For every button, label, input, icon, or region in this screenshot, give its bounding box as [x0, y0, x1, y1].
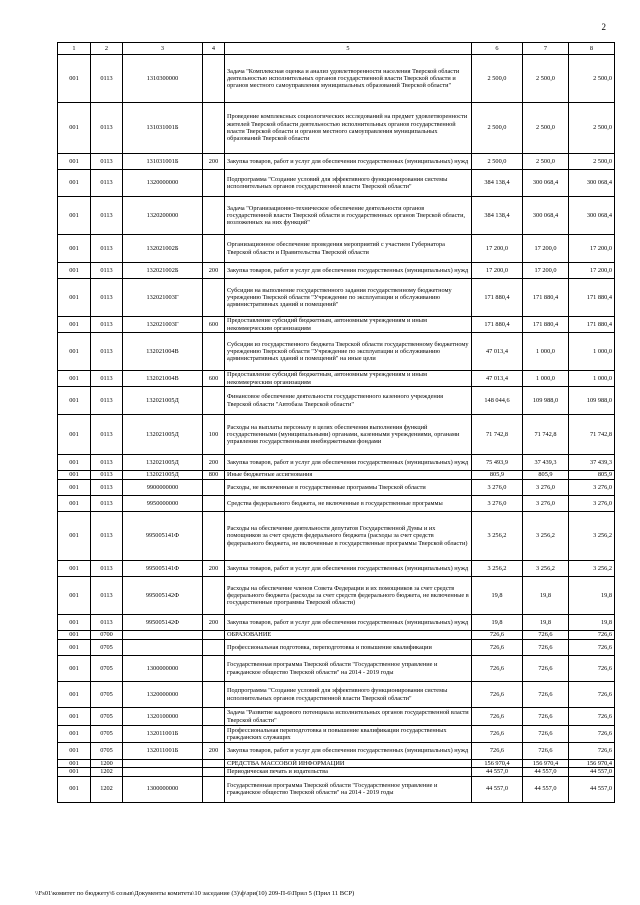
- amount-col6-cell: 726,6: [472, 631, 523, 640]
- amount-col8-cell: 2 500,0: [569, 55, 615, 103]
- target-article-code-cell: 995005142Ф: [123, 615, 203, 631]
- expense-type-code-cell: [203, 726, 225, 743]
- expense-type-code-cell: 200: [203, 615, 225, 631]
- amount-col6-cell: 171 880,4: [472, 279, 523, 317]
- table-row: [58, 170, 615, 197]
- amount-col6-cell: 44 557,0: [472, 768, 523, 776]
- expense-type-code-cell: [203, 480, 225, 496]
- amount-col6-cell: 726,6: [472, 656, 523, 682]
- ministry-code-cell: 001: [58, 317, 91, 333]
- description-cell: Периодическая печать и издательства: [225, 768, 472, 776]
- section-code-cell: 0113: [91, 455, 123, 471]
- amount-col8-cell: 300 068,4: [569, 197, 615, 235]
- target-article-code-cell: 132021004В: [123, 371, 203, 387]
- table-row: [58, 776, 615, 802]
- section-code-cell: 0113: [91, 317, 123, 333]
- amount-col6-cell: 44 557,0: [472, 776, 523, 802]
- table-row: [58, 279, 615, 317]
- expense-type-code-cell: 800: [203, 471, 225, 480]
- target-article-code-cell: 1320000000: [123, 682, 203, 708]
- target-article-code-cell: 1310300000: [123, 55, 203, 103]
- amount-col8-cell: 44 557,0: [569, 768, 615, 776]
- target-article-code-cell: 132021003Г: [123, 279, 203, 317]
- amount-col8-cell: 156 970,4: [569, 760, 615, 768]
- expense-type-code-cell: [203, 103, 225, 154]
- description-cell: Субсидия из государственного бюджета Тверской области государственному бюджетному учреждению Тверской области "Учреждение по эксплуатации и обслуживанию административных зданий и помещений" на иные цели: [225, 333, 472, 371]
- description-cell: Предоставление субсидий бюджетным, автономным учреждениям и иным некоммерческим организациям: [225, 371, 472, 387]
- target-article-code-cell: 1300000000: [123, 776, 203, 802]
- section-code-cell: 0113: [91, 197, 123, 235]
- description-cell: Подпрограмма "Создание условий для эффективного функционирования системы исполнительных органов государственной власти Тверской области": [225, 682, 472, 708]
- ministry-code-cell: 001: [58, 471, 91, 480]
- section-code-cell: 0705: [91, 708, 123, 726]
- amount-col7-cell: 2 500,0: [523, 154, 569, 170]
- amount-col7-cell: 3 276,0: [523, 480, 569, 496]
- expense-type-code-cell: 200: [203, 154, 225, 170]
- expense-type-code-cell: [203, 768, 225, 776]
- table-row: [58, 577, 615, 615]
- ministry-code-cell: 001: [58, 631, 91, 640]
- amount-col8-cell: 44 557,0: [569, 776, 615, 802]
- header-cell: 5: [225, 43, 472, 55]
- section-code-cell: 0113: [91, 577, 123, 615]
- table-row: [58, 480, 615, 496]
- table-row: [58, 103, 615, 154]
- ministry-code-cell: 001: [58, 415, 91, 455]
- section-code-cell: 0113: [91, 263, 123, 279]
- amount-col8-cell: 109 988,0: [569, 387, 615, 415]
- target-article-code-cell: [123, 760, 203, 768]
- amount-col8-cell: 17 200,0: [569, 263, 615, 279]
- amount-col6-cell: 17 200,0: [472, 235, 523, 263]
- expense-type-code-cell: [203, 170, 225, 197]
- amount-col6-cell: 3 276,0: [472, 480, 523, 496]
- ministry-code-cell: 001: [58, 708, 91, 726]
- amount-col7-cell: 300 068,4: [523, 170, 569, 197]
- amount-col7-cell: 726,6: [523, 640, 569, 656]
- table-row: [58, 235, 615, 263]
- amount-col6-cell: 47 013,4: [472, 371, 523, 387]
- description-cell: Проведение комплексных социологических исследований на предмет удовлетворенности жителей Тверской области деятельностью исполнительных органов государственной власти Тверской области и органов местного самоуправления муниципальных образований Тверской области: [225, 103, 472, 154]
- amount-col8-cell: 1 000,0: [569, 333, 615, 371]
- ministry-code-cell: 001: [58, 743, 91, 760]
- header-cell: 8: [569, 43, 615, 55]
- page-number: 2: [601, 22, 606, 32]
- description-cell: Закупка товаров, работ и услуг для обеспечения государственных (муниципальных) нужд: [225, 455, 472, 471]
- amount-col7-cell: 3 276,0: [523, 496, 569, 512]
- expense-type-code-cell: [203, 631, 225, 640]
- expense-type-code-cell: 200: [203, 743, 225, 760]
- amount-col6-cell: 726,6: [472, 743, 523, 760]
- header-cell: 6: [472, 43, 523, 55]
- ministry-code-cell: 001: [58, 776, 91, 802]
- amount-col6-cell: 384 138,4: [472, 197, 523, 235]
- target-article-code-cell: 9950000000: [123, 496, 203, 512]
- expense-type-code-cell: [203, 235, 225, 263]
- amount-col7-cell: 19,8: [523, 615, 569, 631]
- target-article-code-cell: 132021005Д: [123, 387, 203, 415]
- description-cell: Задача "Комплексная оценка и анализ удовлетворенности населения Тверской области деятельностью исполнительных органов государственной власти Тверской области и органов местного самоуправления муниципальных образований Тверской области": [225, 55, 472, 103]
- expense-type-code-cell: [203, 640, 225, 656]
- target-article-code-cell: [123, 768, 203, 776]
- description-cell: Субсидия на выполнение государственного задания государственному бюджетному учреждению Тверской области "Учреждение по эксплуатации и обслуживанию административных зданий и помещений": [225, 279, 472, 317]
- amount-col6-cell: 3 276,0: [472, 496, 523, 512]
- ministry-code-cell: 001: [58, 768, 91, 776]
- amount-col7-cell: 805,9: [523, 471, 569, 480]
- amount-col7-cell: 2 500,0: [523, 55, 569, 103]
- section-code-cell: 0113: [91, 561, 123, 577]
- amount-col8-cell: 726,6: [569, 640, 615, 656]
- target-article-code-cell: 132011001Б: [123, 743, 203, 760]
- description-cell: Расходы на обеспечение членов Совета Федерации и их помощников за счет средств федерального бюджета (расходы за счет средств федерального бюджета, не включенные в государственные программы Тверской области): [225, 577, 472, 615]
- section-code-cell: 0113: [91, 170, 123, 197]
- amount-col7-cell: 726,6: [523, 743, 569, 760]
- description-cell: Государственная программа Тверской области "Государственное управление и гражданское общество Тверской области" на 2014 - 2019 годы: [225, 656, 472, 682]
- ministry-code-cell: 001: [58, 760, 91, 768]
- description-cell: СРЕДСТВА МАССОВОЙ ИНФОРМАЦИИ: [225, 760, 472, 768]
- description-cell: ОБРАЗОВАНИЕ: [225, 631, 472, 640]
- ministry-code-cell: 001: [58, 55, 91, 103]
- description-cell: Государственная программа Тверской области "Государственное управление и гражданское общество Тверской области" на 2014 - 2019 годы: [225, 776, 472, 802]
- expense-type-code-cell: 100: [203, 415, 225, 455]
- amount-col8-cell: 3 256,2: [569, 512, 615, 561]
- section-code-cell: 0113: [91, 415, 123, 455]
- description-cell: Закупка товаров, работ и услуг для обеспечения государственных (муниципальных) нужд: [225, 154, 472, 170]
- target-article-code-cell: 132021005Д: [123, 415, 203, 455]
- description-cell: Закупка товаров, работ и услуг для обеспечения государственных (муниципальных) нужд: [225, 561, 472, 577]
- section-code-cell: 0113: [91, 615, 123, 631]
- description-cell: Задача "Развитие кадрового потенциала исполнительных органов государственной власти Тверской области": [225, 708, 472, 726]
- amount-col7-cell: 109 988,0: [523, 387, 569, 415]
- amount-col7-cell: 3 256,2: [523, 561, 569, 577]
- description-cell: Закупка товаров, работ и услуг для обеспечения государственных (муниципальных) нужд: [225, 263, 472, 279]
- ministry-code-cell: 001: [58, 154, 91, 170]
- table-row: [58, 387, 615, 415]
- amount-col8-cell: 171 880,4: [569, 279, 615, 317]
- target-article-code-cell: 995005142Ф: [123, 577, 203, 615]
- expense-type-code-cell: [203, 496, 225, 512]
- budget-table: [57, 42, 615, 803]
- ministry-code-cell: 001: [58, 726, 91, 743]
- section-code-cell: 0113: [91, 154, 123, 170]
- amount-col6-cell: 726,6: [472, 682, 523, 708]
- amount-col6-cell: 726,6: [472, 640, 523, 656]
- description-cell: Расходы, не включенные в государственные программы Тверской области: [225, 480, 472, 496]
- amount-col6-cell: 726,6: [472, 708, 523, 726]
- amount-col8-cell: 2 500,0: [569, 103, 615, 154]
- ministry-code-cell: 001: [58, 640, 91, 656]
- header-cell: 3: [123, 43, 203, 55]
- amount-col6-cell: 75 493,9: [472, 455, 523, 471]
- expense-type-code-cell: [203, 333, 225, 371]
- amount-col7-cell: 726,6: [523, 656, 569, 682]
- amount-col7-cell: 44 557,0: [523, 768, 569, 776]
- amount-col6-cell: 384 138,4: [472, 170, 523, 197]
- ministry-code-cell: 001: [58, 512, 91, 561]
- table-row: [58, 471, 615, 480]
- description-cell: Финансовое обеспечение деятельности государственного казенного учреждения Тверской области "Автобаза Тверской области": [225, 387, 472, 415]
- section-code-cell: 0700: [91, 631, 123, 640]
- description-cell: Профессиональная переподготовка и повышение квалификации государственных гражданских служащих: [225, 726, 472, 743]
- description-cell: Закупка товаров, работ и услуг для обеспечения государственных (муниципальных) нужд: [225, 743, 472, 760]
- ministry-code-cell: 001: [58, 333, 91, 371]
- table-row: [58, 371, 615, 387]
- amount-col6-cell: 3 256,2: [472, 512, 523, 561]
- amount-col7-cell: 44 557,0: [523, 776, 569, 802]
- amount-col7-cell: 17 200,0: [523, 263, 569, 279]
- ministry-code-cell: 001: [58, 197, 91, 235]
- amount-col7-cell: 171 880,4: [523, 279, 569, 317]
- table-row: [58, 726, 615, 743]
- amount-col8-cell: 1 000,0: [569, 371, 615, 387]
- table-row: [58, 615, 615, 631]
- table-row: [58, 317, 615, 333]
- ministry-code-cell: 001: [58, 279, 91, 317]
- amount-col7-cell: 37 439,3: [523, 455, 569, 471]
- ministry-code-cell: 001: [58, 577, 91, 615]
- target-article-code-cell: 132021004В: [123, 333, 203, 371]
- section-code-cell: 0705: [91, 726, 123, 743]
- description-cell: Расходы на выплаты персоналу в целях обеспечения выполнения функций государственными (муниципальными) органами, казенными учреждениями, органами управления государственными внебюджетными фондами: [225, 415, 472, 455]
- table-row: [58, 154, 615, 170]
- section-code-cell: 0113: [91, 279, 123, 317]
- target-article-code-cell: 1320200000: [123, 197, 203, 235]
- section-code-cell: 0705: [91, 656, 123, 682]
- expense-type-code-cell: [203, 656, 225, 682]
- header-cell: 7: [523, 43, 569, 55]
- description-cell: Подпрограмма "Создание условий для эффективного функционирования системы исполнительных органов государственной власти Тверской области": [225, 170, 472, 197]
- ministry-code-cell: 001: [58, 455, 91, 471]
- section-code-cell: 0705: [91, 640, 123, 656]
- section-code-cell: 1202: [91, 776, 123, 802]
- section-code-cell: 0113: [91, 512, 123, 561]
- table-row: [58, 415, 615, 455]
- description-cell: Организационное обеспечение проведения мероприятий с участием Губернатора Тверской области и Правительства Тверской области: [225, 235, 472, 263]
- section-code-cell: 0113: [91, 496, 123, 512]
- amount-col7-cell: 2 500,0: [523, 103, 569, 154]
- amount-col6-cell: 47 013,4: [472, 333, 523, 371]
- expense-type-code-cell: [203, 197, 225, 235]
- amount-col8-cell: 805,9: [569, 471, 615, 480]
- section-code-cell: 0113: [91, 235, 123, 263]
- ministry-code-cell: 001: [58, 496, 91, 512]
- amount-col8-cell: 3 256,2: [569, 561, 615, 577]
- target-article-code-cell: 1320100000: [123, 708, 203, 726]
- amount-col8-cell: 19,8: [569, 615, 615, 631]
- expense-type-code-cell: 200: [203, 561, 225, 577]
- target-article-code-cell: 995005141Ф: [123, 512, 203, 561]
- table-row: [58, 263, 615, 279]
- amount-col7-cell: 300 068,4: [523, 197, 569, 235]
- table-row: [58, 682, 615, 708]
- ministry-code-cell: 001: [58, 263, 91, 279]
- amount-col8-cell: 726,6: [569, 726, 615, 743]
- expense-type-code-cell: [203, 682, 225, 708]
- amount-col6-cell: 19,8: [472, 615, 523, 631]
- amount-col6-cell: 2 500,0: [472, 103, 523, 154]
- description-cell: Профессиональная подготовка, переподготовка и повышение квалификации: [225, 640, 472, 656]
- expense-type-code-cell: [203, 512, 225, 561]
- table-row: [58, 656, 615, 682]
- file-path-footer: \\Fs01\комитет по бюджету\6 созыв\Документы комитета\10 заседание (3)\ф\зри(10) 209-П-6\Прил 5 (Прил 11 ВСР): [35, 890, 355, 897]
- section-code-cell: 0113: [91, 333, 123, 371]
- header-cell: 4: [203, 43, 225, 55]
- amount-col7-cell: 726,6: [523, 708, 569, 726]
- amount-col7-cell: 19,8: [523, 577, 569, 615]
- table-row: [58, 512, 615, 561]
- target-article-code-cell: 132011001Б: [123, 726, 203, 743]
- amount-col7-cell: 726,6: [523, 631, 569, 640]
- section-code-cell: 0113: [91, 103, 123, 154]
- target-article-code-cell: 9900000000: [123, 480, 203, 496]
- ministry-code-cell: 001: [58, 615, 91, 631]
- ministry-code-cell: 001: [58, 103, 91, 154]
- section-code-cell: 0113: [91, 480, 123, 496]
- amount-col6-cell: 726,6: [472, 726, 523, 743]
- ministry-code-cell: 001: [58, 682, 91, 708]
- expense-type-code-cell: 600: [203, 371, 225, 387]
- expense-type-code-cell: 200: [203, 263, 225, 279]
- amount-col6-cell: 19,8: [472, 577, 523, 615]
- expense-type-code-cell: [203, 708, 225, 726]
- amount-col7-cell: 1 000,0: [523, 333, 569, 371]
- table-row: [58, 496, 615, 512]
- section-code-cell: 0113: [91, 55, 123, 103]
- amount-col8-cell: 726,6: [569, 743, 615, 760]
- amount-col7-cell: 726,6: [523, 726, 569, 743]
- section-code-cell: 1202: [91, 768, 123, 776]
- ministry-code-cell: 001: [58, 235, 91, 263]
- expense-type-code-cell: [203, 760, 225, 768]
- amount-col8-cell: 726,6: [569, 682, 615, 708]
- expense-type-code-cell: [203, 776, 225, 802]
- table-row: [58, 55, 615, 103]
- table-row: [58, 743, 615, 760]
- amount-col7-cell: 171 880,4: [523, 317, 569, 333]
- amount-col6-cell: 805,9: [472, 471, 523, 480]
- target-article-code-cell: 1320000000: [123, 170, 203, 197]
- amount-col8-cell: 726,6: [569, 656, 615, 682]
- expense-type-code-cell: 200: [203, 455, 225, 471]
- description-cell: Иные бюджетные ассигнования: [225, 471, 472, 480]
- amount-col7-cell: 156 970,4: [523, 760, 569, 768]
- ministry-code-cell: 001: [58, 656, 91, 682]
- amount-col7-cell: 71 742,8: [523, 415, 569, 455]
- table-row: [58, 197, 615, 235]
- target-article-code-cell: 131031001Б: [123, 103, 203, 154]
- amount-col6-cell: 3 256,2: [472, 561, 523, 577]
- header-row: [58, 43, 615, 55]
- amount-col8-cell: 3 276,0: [569, 480, 615, 496]
- amount-col6-cell: 148 044,6: [472, 387, 523, 415]
- expense-type-code-cell: [203, 577, 225, 615]
- amount-col8-cell: 300 068,4: [569, 170, 615, 197]
- header-cell: 1: [58, 43, 91, 55]
- section-code-cell: 0705: [91, 743, 123, 760]
- target-article-code-cell: 131031001Б: [123, 154, 203, 170]
- table-row: [58, 640, 615, 656]
- amount-col8-cell: 19,8: [569, 577, 615, 615]
- table-row: [58, 333, 615, 371]
- description-cell: Расходы на обеспечение деятельности депутатов Государственной Думы и их помощников за счет средств федерального бюджета (расходы за счет средств федерального бюджета, не включенные в государственные программы Тверской области): [225, 512, 472, 561]
- table-row: [58, 768, 615, 776]
- expense-type-code-cell: [203, 55, 225, 103]
- target-article-code-cell: 132021005Д: [123, 471, 203, 480]
- amount-col6-cell: 156 970,4: [472, 760, 523, 768]
- amount-col8-cell: 71 742,8: [569, 415, 615, 455]
- amount-col8-cell: 17 200,0: [569, 235, 615, 263]
- ministry-code-cell: 001: [58, 371, 91, 387]
- expense-type-code-cell: [203, 387, 225, 415]
- section-code-cell: 1200: [91, 760, 123, 768]
- target-article-code-cell: 132021002Б: [123, 263, 203, 279]
- target-article-code-cell: [123, 631, 203, 640]
- header-cell: 2: [91, 43, 123, 55]
- target-article-code-cell: 132021002Б: [123, 235, 203, 263]
- amount-col8-cell: 2 500,0: [569, 154, 615, 170]
- ministry-code-cell: 001: [58, 480, 91, 496]
- amount-col6-cell: 2 500,0: [472, 154, 523, 170]
- amount-col8-cell: 726,6: [569, 631, 615, 640]
- amount-col7-cell: 726,6: [523, 682, 569, 708]
- ministry-code-cell: 001: [58, 387, 91, 415]
- description-cell: Закупка товаров, работ и услуг для обеспечения государственных (муниципальных) нужд: [225, 615, 472, 631]
- target-article-code-cell: [123, 640, 203, 656]
- amount-col6-cell: 171 880,4: [472, 317, 523, 333]
- expense-type-code-cell: 600: [203, 317, 225, 333]
- target-article-code-cell: 132021005Д: [123, 455, 203, 471]
- amount-col8-cell: 726,6: [569, 708, 615, 726]
- section-code-cell: 0113: [91, 371, 123, 387]
- section-code-cell: 0113: [91, 387, 123, 415]
- table-row: [58, 631, 615, 640]
- description-cell: Средства федерального бюджета, не включенные в государственные программы: [225, 496, 472, 512]
- amount-col6-cell: 2 500,0: [472, 55, 523, 103]
- amount-col6-cell: 17 200,0: [472, 263, 523, 279]
- target-article-code-cell: 1300000000: [123, 656, 203, 682]
- amount-col7-cell: 1 000,0: [523, 371, 569, 387]
- section-code-cell: 0113: [91, 471, 123, 480]
- table-row: [58, 561, 615, 577]
- section-code-cell: 0705: [91, 682, 123, 708]
- ministry-code-cell: 001: [58, 170, 91, 197]
- amount-col8-cell: 37 439,3: [569, 455, 615, 471]
- amount-col7-cell: 3 256,2: [523, 512, 569, 561]
- description-cell: Задача "Организационно-техническое обеспечение деятельности органов государственной власти Тверской области и государственных органов Тверской области, возложенных на них функций": [225, 197, 472, 235]
- amount-col8-cell: 3 276,0: [569, 496, 615, 512]
- description-cell: Предоставление субсидий бюджетным, автономным учреждениям и иным некоммерческим организациям: [225, 317, 472, 333]
- target-article-code-cell: 995005141Ф: [123, 561, 203, 577]
- table-row: [58, 760, 615, 768]
- expense-type-code-cell: [203, 279, 225, 317]
- amount-col7-cell: 17 200,0: [523, 235, 569, 263]
- table-row: [58, 708, 615, 726]
- table-row: [58, 455, 615, 471]
- target-article-code-cell: 132021003Г: [123, 317, 203, 333]
- amount-col6-cell: 71 742,8: [472, 415, 523, 455]
- ministry-code-cell: 001: [58, 561, 91, 577]
- amount-col8-cell: 171 880,4: [569, 317, 615, 333]
